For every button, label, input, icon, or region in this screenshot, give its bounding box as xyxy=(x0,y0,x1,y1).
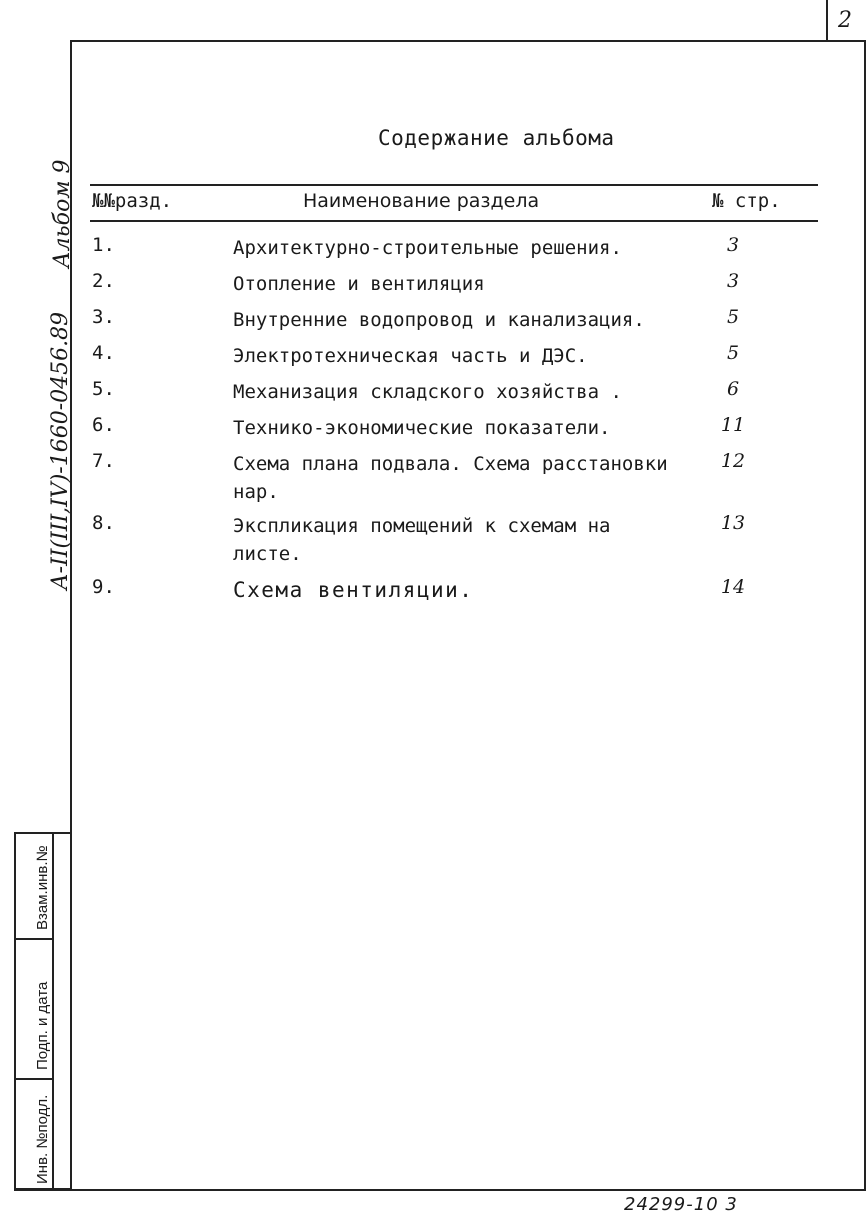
row-page: 5 xyxy=(726,306,740,328)
table-header-rule xyxy=(90,220,818,222)
page-title: Содержание альбома xyxy=(378,126,615,150)
row-page: 14 xyxy=(720,576,746,598)
header-section-name: Наименование раздела xyxy=(303,190,540,212)
row-name: Архитектурно-строительные решения. xyxy=(233,237,622,259)
row-name: Схема плана подвала. Схема расстановки нар. xyxy=(233,453,668,503)
stamp-inv-label: Инв. №подл. xyxy=(34,1094,51,1184)
row-page: 3 xyxy=(726,234,740,256)
footer-code: 24299-10 3 xyxy=(624,1194,738,1215)
row-page: 6 xyxy=(726,378,740,400)
row-number: 5. xyxy=(92,378,115,400)
corner-divider xyxy=(826,0,828,40)
row-name: Технико-экономические показатели. xyxy=(233,417,611,439)
album-label: Альбом 9 xyxy=(50,159,75,268)
stamp-separator xyxy=(16,1078,52,1080)
header-page-number: № стр. xyxy=(712,190,781,212)
row-number: 8. xyxy=(92,512,115,534)
row-page: 13 xyxy=(720,512,746,534)
stamp-separator xyxy=(16,938,52,940)
row-number: 3. xyxy=(92,306,115,328)
row-name: Отопление и вентиляция xyxy=(233,273,485,295)
document-code: А-II(III,IV)-1660-0456.89 xyxy=(48,311,73,590)
row-page: 5 xyxy=(726,342,740,364)
row-name: Электротехническая часть и ДЭС. xyxy=(233,345,588,367)
page-number: 2 xyxy=(838,8,852,33)
row-number: 4. xyxy=(92,342,115,364)
frame-bottom-border xyxy=(14,1189,866,1191)
row-page: 11 xyxy=(720,414,746,436)
header-section-number: №№разд. xyxy=(92,190,173,212)
row-number: 6. xyxy=(92,414,115,436)
row-number: 9. xyxy=(92,576,115,598)
stamp-vzam-label: Взам.инв.№ xyxy=(34,845,51,930)
stamp-podp-label: Подп. и дата xyxy=(34,981,51,1070)
row-page: 12 xyxy=(720,450,746,472)
row-name: Схема вентиляции. xyxy=(233,578,474,602)
approval-stamp xyxy=(14,832,70,1190)
row-name: Экспликация помещений к схемам на листе. xyxy=(233,515,611,565)
row-name: Механизация складского хозяйства . xyxy=(233,381,622,403)
row-name: Внутренние водопровод и канализация. xyxy=(233,309,645,331)
table-top-rule xyxy=(90,184,818,186)
row-number: 1. xyxy=(92,234,115,256)
row-number: 7. xyxy=(92,450,115,472)
row-number: 2. xyxy=(92,270,115,292)
stamp-divider xyxy=(52,834,54,1188)
row-page: 3 xyxy=(726,270,740,292)
frame-top-border xyxy=(70,40,866,42)
